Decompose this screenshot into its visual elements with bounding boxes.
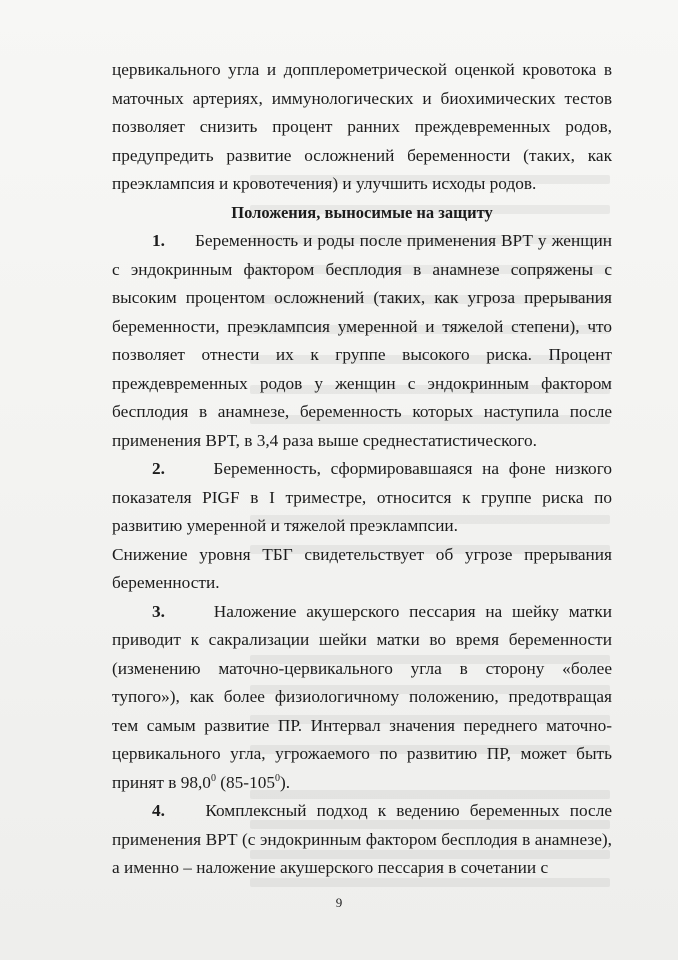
- section-heading: Положения, выносимые на защиту: [231, 202, 493, 222]
- degree-sup: 0: [275, 772, 280, 784]
- intro-paragraph: цервикального угла и допплерометрической оценкой кровотока в маточных артериях, иммунологических и биохимических тестов позволяет снизить процент ранних преждевременных родов, предупредить развитие осложнений беременности (таких, как преэклампсия и кровотечения) и улучшить исходы родов.: [112, 60, 612, 193]
- page-number: 9: [335, 895, 343, 910]
- item-number: 2.: [152, 459, 165, 478]
- item-text: Беременность и роды после применения ВРТ у женщин с эндокринным фактором бесплодия в анамнезе сопряжены с высоким процентом осложнений (таких, как угроза прерывания беременности, преэклампсия умеренной и тяжелой степени), что позволяет отнести их к группе высокого риска. Процент преждевременных родов у женщин с эндокринным фактором бесплодия в анамнезе, беременность которых наступила после применения ВРТ, в 3,4 раза выше среднестатистического.: [112, 231, 613, 450]
- thesis-item-2: [112, 455, 612, 541]
- thesis-item-3: [112, 598, 612, 798]
- thesis-item-1: [112, 227, 612, 455]
- thesis-item-4: [112, 797, 612, 883]
- item-number: 3.: [152, 601, 165, 621]
- threshold-range: (85-105: [215, 772, 275, 792]
- document-body: [112, 56, 612, 883]
- item-text: Наложение акушерского пессария на шейку матки приводит к сакрализации шейки матки во время беременности (изменению маточно-цервикального угла в сторону «более тупого»), как более физиологичному положению, предотвращая тем самым развитие ПР. Интервал значения переднего маточно-цервикального угла, угрожаемого по развитию ПР, может быть принят в: [112, 601, 612, 792]
- threshold-value: 98,0: [180, 772, 211, 792]
- item-text: Беременность, сформировавшаяся на фоне низкого показателя PIGF в I триместре, относится к группе риска по развитию умеренной и тяжелой преэклампсии.: [112, 459, 613, 535]
- item-number: 1.: [152, 231, 165, 250]
- threshold-range-end: ).: [280, 772, 291, 792]
- item-text: Комплексный подход к ведению беременных после применения ВРТ (с эндокринным фактором бесплодия в анамнезе), а именно – наложение акушерского пессария в сочетании с: [112, 801, 612, 877]
- item-number: 4.: [152, 801, 165, 820]
- thesis-item-2-extra: Снижение уровня ТБГ свидетельствует об угрозе прерывания беременности.: [112, 544, 612, 592]
- degree-sup: 0: [210, 772, 216, 784]
